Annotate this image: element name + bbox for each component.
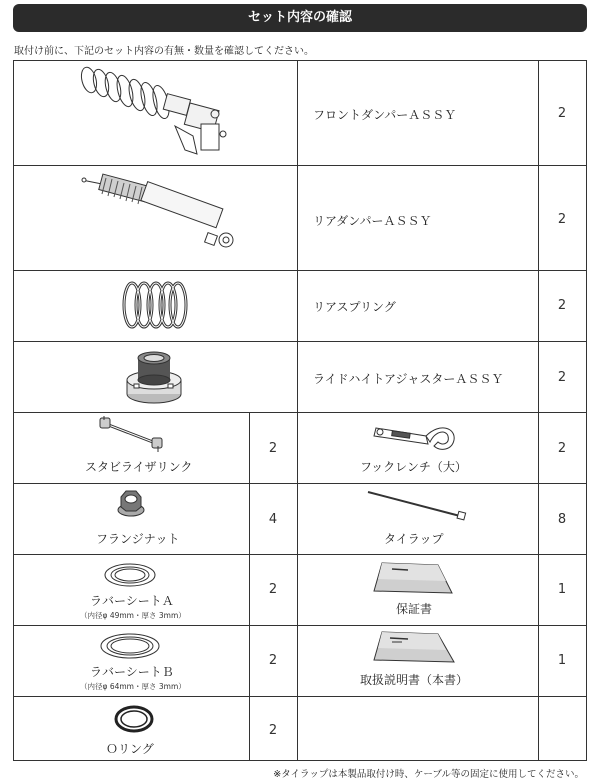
rear-damper-name: リアダンパーＡＳＳＹ	[313, 214, 432, 228]
rubber-seat-b-spec: （内径φ 64mm・厚さ 3mm）	[80, 682, 186, 691]
warranty-card-qty: 1	[557, 582, 567, 597]
hook-wrench-qty: 2	[557, 441, 567, 456]
rear-damper-icon	[80, 174, 240, 262]
tie-wrap-qty: 8	[557, 512, 567, 527]
rubber-seat-b-qty: 2	[268, 653, 278, 668]
instruction-manual-icon	[372, 630, 458, 664]
tie-wrap-icon	[366, 490, 470, 522]
rear-damper-qty: 2	[557, 212, 567, 227]
front-damper-qty: 2	[557, 106, 567, 121]
rubber-seat-a-qty: 2	[268, 582, 278, 597]
footnote: ※タイラップは本製品取付け時、ケーブル等の固定に使用してください。	[273, 769, 584, 780]
intro-text: 取付け前に、下記のセット内容の有無・数量を確認してください。	[14, 46, 314, 57]
rubber-seat-a-icon	[102, 562, 158, 588]
ride-height-adjuster-icon	[124, 346, 184, 408]
rear-spring-qty: 2	[557, 298, 567, 313]
rear-spring-icon	[116, 278, 192, 332]
front-damper-name: フロントダンパーＡＳＳＹ	[313, 108, 457, 122]
rubber-seat-a-spec: （内径φ 49mm・厚さ 3mm）	[80, 611, 186, 620]
stabilizer-link-qty: 2	[268, 441, 278, 456]
o-ring-icon	[114, 704, 154, 734]
warranty-card-name: 保証書	[396, 602, 433, 616]
warranty-card-icon	[372, 561, 456, 595]
tie-wrap-name: タイラップ	[384, 532, 444, 546]
o-ring-qty: 2	[268, 723, 278, 738]
ride-height-adjuster-qty: 2	[557, 370, 567, 385]
flange-nut-name: フランジナット	[96, 532, 180, 546]
hook-wrench-icon	[370, 418, 458, 454]
rear-spring-name: リアスプリング	[313, 300, 396, 314]
flange-nut-qty: 4	[268, 512, 278, 527]
instruction-manual-name: 取扱説明書（本書）	[360, 673, 469, 687]
ride-height-adjuster-name: ライドハイトアジャスターＡＳＳＹ	[313, 372, 504, 386]
front-damper-icon	[75, 66, 235, 162]
section-title: セット内容の確認	[13, 4, 587, 32]
hook-wrench-name: フックレンチ（大）	[360, 460, 467, 474]
o-ring-name: Ｏリング	[106, 742, 154, 756]
stabilizer-link-name: スタビライザリンク	[85, 460, 193, 474]
flange-nut-icon	[116, 488, 146, 518]
stabilizer-link-icon	[98, 416, 168, 454]
rubber-seat-a-name: ラバーシートＡ	[90, 594, 174, 608]
rubber-seat-b-name: ラバーシートＢ	[90, 665, 174, 679]
instruction-manual-qty: 1	[557, 653, 567, 668]
rubber-seat-b-icon	[98, 632, 162, 660]
